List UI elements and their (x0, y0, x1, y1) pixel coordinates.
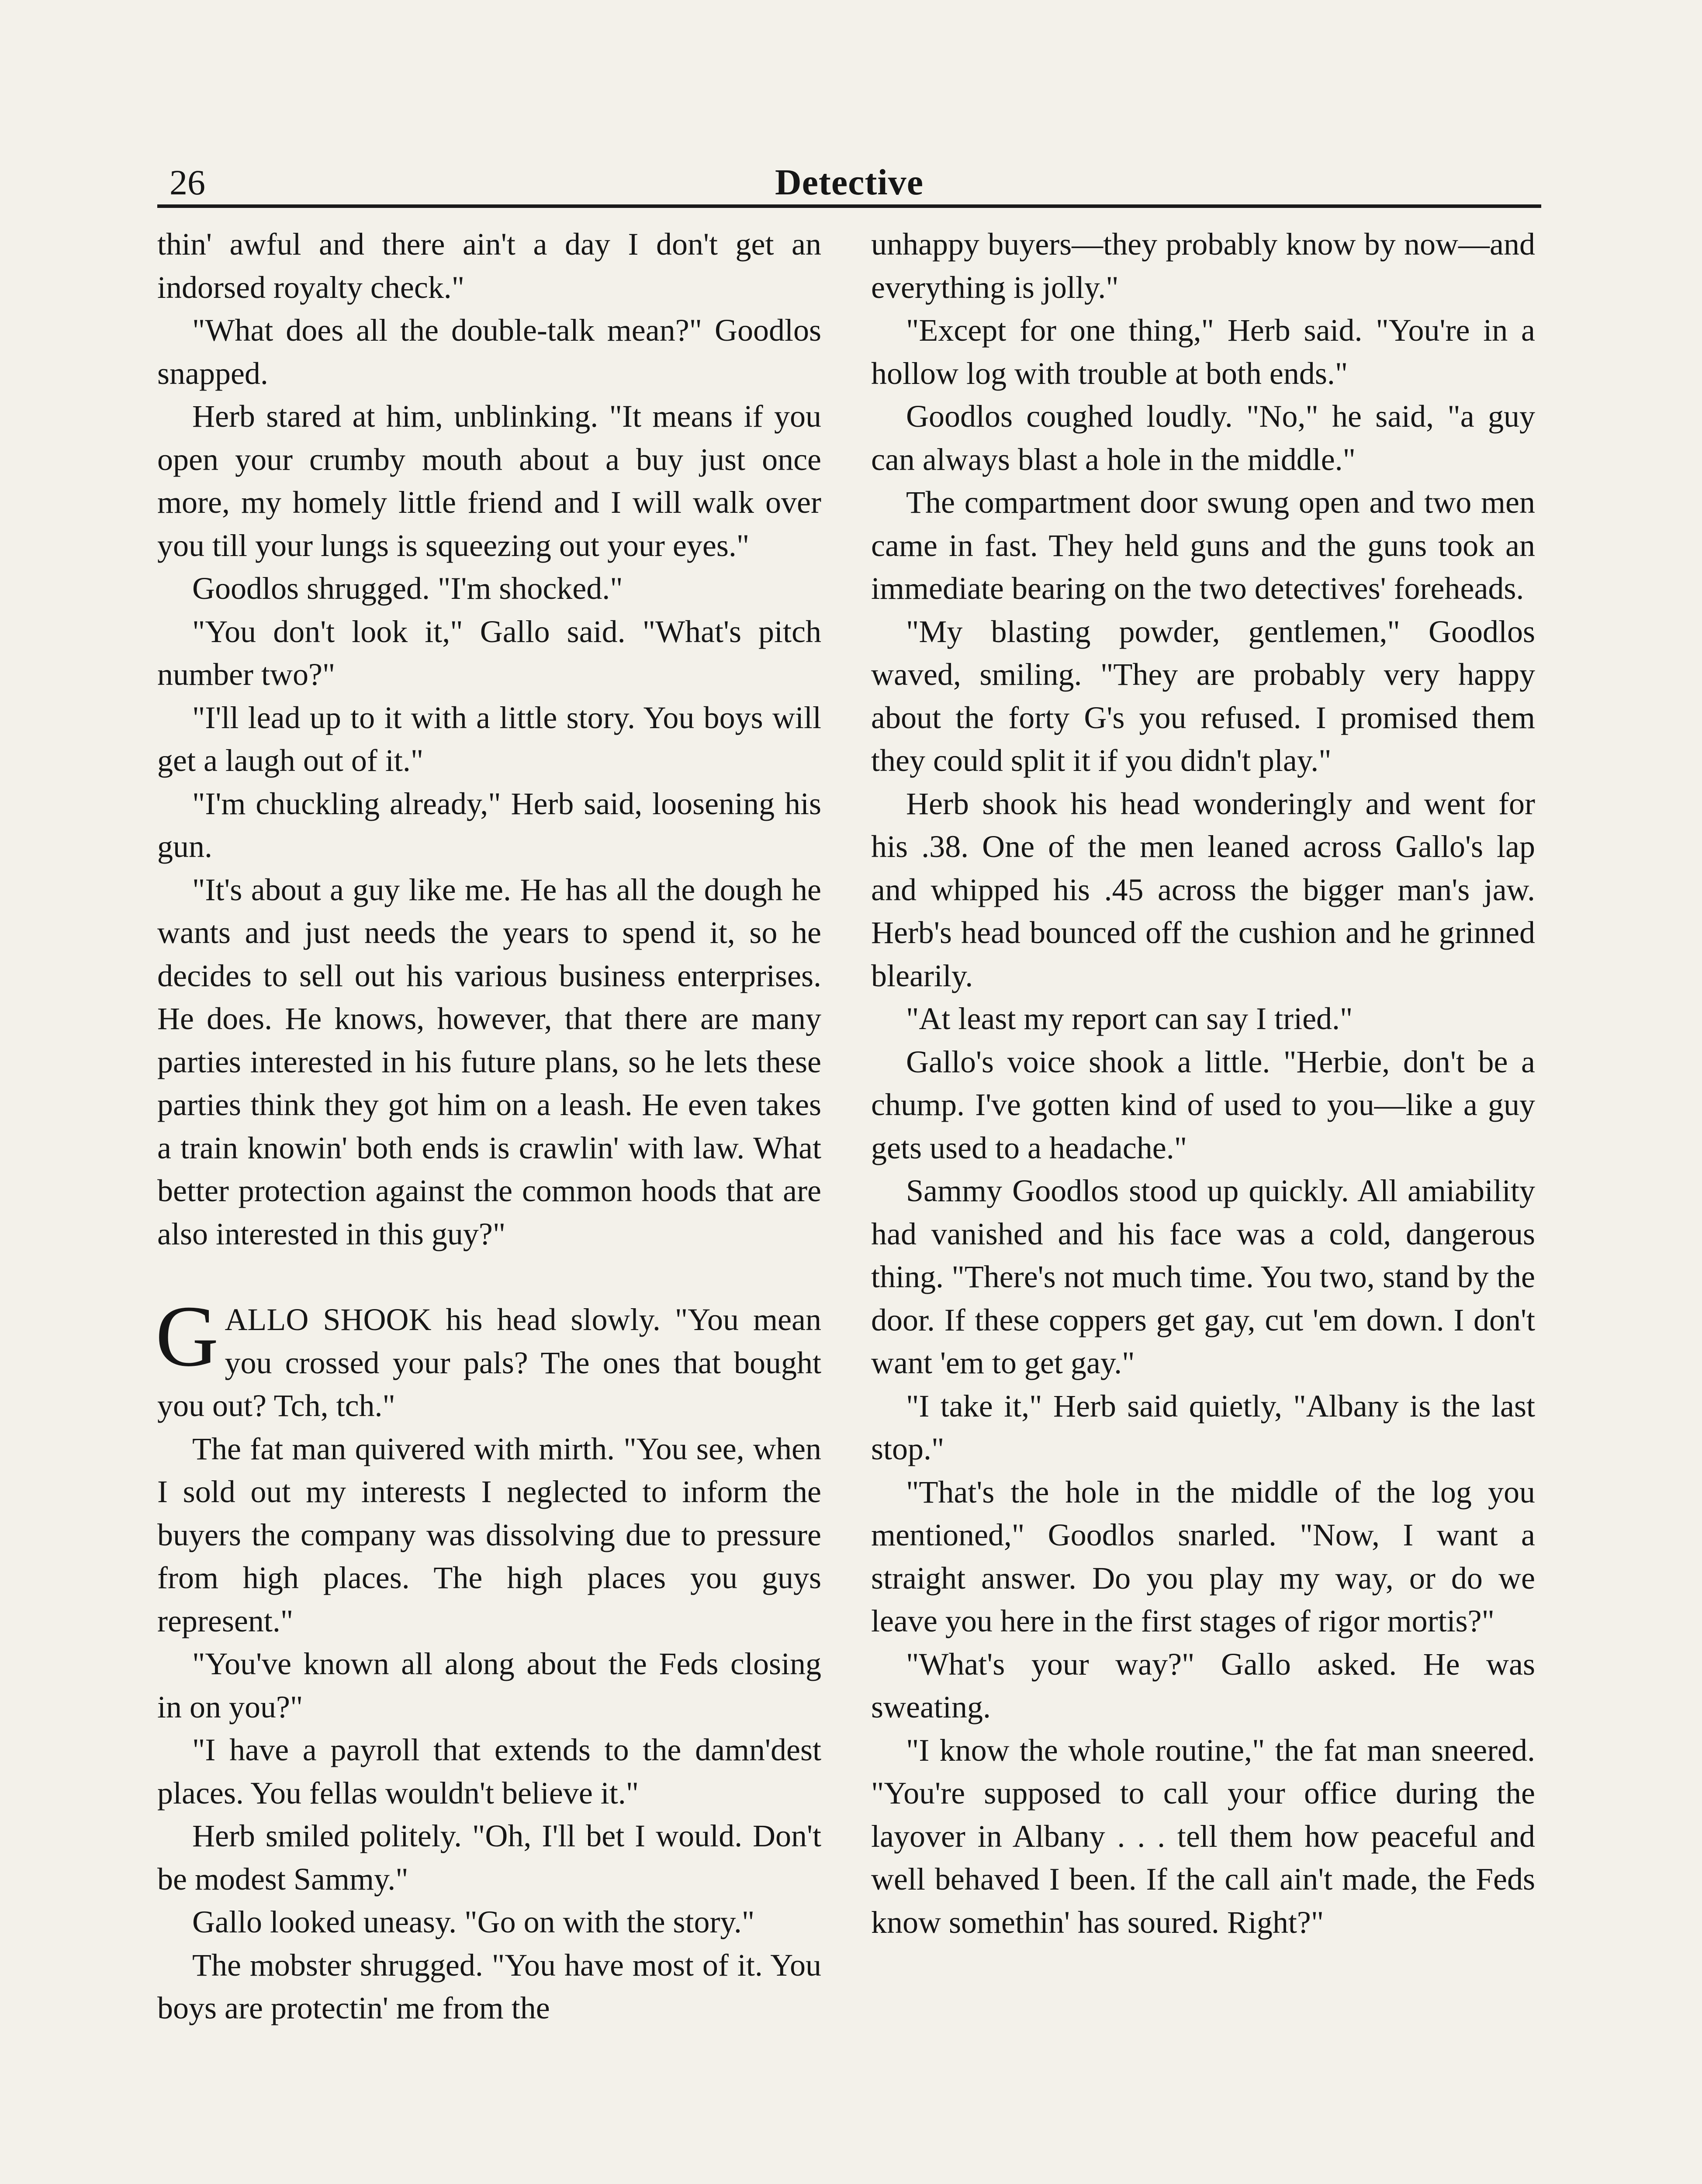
paragraph: "What does all the double-talk mean?" Goodlos snapped. (157, 313, 821, 391)
paragraph: "Except for one thing," Herb said. "You're in a hollow log with trouble at both ends." (871, 313, 1535, 391)
paragraph: "What's your way?" Gallo asked. He was sweating. (871, 1646, 1535, 1724)
paragraph: "I take it," Herb said quietly, "Albany is the last stop." (871, 1388, 1535, 1466)
running-title: Detective (775, 162, 924, 203)
paragraph: "That's the hole in the middle of the log you mentioned," Goodlos snarled. "Now, I want a straight answer. Do you play my way, or do we leave you here in the first stages of rigor mortis?" (871, 1474, 1535, 1638)
paragraph: unhappy buyers—they probably know by now—and everything is jolly." (871, 227, 1535, 305)
paragraph: The mobster shrugged. "You have most of it. You boys are protectin' me from the (157, 1947, 821, 2025)
section-first-text: ALLO SHOOK his head slowly. "You mean you crossed your pals? The ones that bought you out? Tch, tch." (157, 1302, 821, 1423)
paragraph: "I have a payroll that extends to the damn'dest places. You fellas wouldn't believe it." (157, 1732, 821, 1811)
paragraph: "You've known all along about the Feds closing in on you?" (157, 1646, 821, 1724)
paragraph: The fat man quivered with mirth. "You see, when I sold out my interests I neglected to inform the buyers the company was dissolving due to pressure from high places. The high places you guys represent." (157, 1431, 821, 1638)
paragraph: "It's about a guy like me. He has all the dough he wants and just needs the years to spend it, so he decides to sell out his various business enterprises. He does. He knows, however, that there are many parties interested in his future plans, so he lets these parties think they got him on a leash. He even takes a train knowin' both ends is crawlin' with law. What better protection against the common hoods that are also interested in this guy?" (157, 872, 821, 1251)
paragraph: "I'm chuckling already," Herb said, loosening his gun. (157, 786, 821, 864)
page-header (157, 161, 1541, 204)
left-column (157, 223, 821, 2184)
page-number: 26 (170, 162, 205, 202)
paragraph: Herb stared at him, unblinking. "It means if you open your crumby mouth about a buy just once more, my homely little friend and I will walk over you till your lungs is squeezing out your eyes." (157, 399, 821, 563)
paragraph: "You don't look it," Gallo said. "What's pitch number two?" (157, 614, 821, 692)
paragraph: "My blasting powder, gentlemen," Goodlos waved, smiling. "They are probably very happy about the forty G's you refused. I promised them they could split it if you didn't play." (871, 614, 1535, 778)
paragraph: Gallo looked uneasy. "Go on with the story." (192, 1904, 755, 1939)
paragraph: Goodlos shrugged. "I'm shocked." (192, 571, 623, 606)
paragraph: Gallo's voice shook a little. "Herbie, don't be a chump. I've gotten kind of used to you—like a guy gets used to a headache." (871, 1044, 1535, 1165)
right-column (871, 223, 1535, 2184)
section-opening-paragraph (156, 1288, 821, 1427)
paragraph: "At least my report can say I tried." (906, 1001, 1353, 1036)
header-rule (157, 204, 1541, 208)
paragraph: thin' awful and there ain't a day I don't get an indorsed royalty check." (157, 227, 821, 305)
paragraph: "I'll lead up to it with a little story. You boys will get a laugh out of it." (157, 700, 821, 778)
paragraph: Herb shook his head wonderingly and went for his .38. One of the men leaned across Gallo's lap and whipped his .45 across the bigger man's jaw. Herb's head bounced off the cushion and he grinned blearily. (871, 786, 1535, 993)
paragraph: The compartment door swung open and two men came in fast. They held guns and the guns took an immediate bearing on the two detectives' foreheads. (871, 485, 1535, 606)
drop-cap: G (156, 1288, 219, 1385)
paragraph: Sammy Goodlos stood up quickly. All amiability had vanished and his face was a cold, dangerous thing. "There's not much time. You two, stand by the door. If these coppers get gay, cut 'em down. I don't want 'em to get gay." (871, 1173, 1535, 1380)
paragraph: Goodlos coughed loudly. "No," he said, "a guy can always blast a hole in the middle." (871, 399, 1535, 477)
paragraph: "I know the whole routine," the fat man sneered. "You're supposed to call your office during the layover in Albany . . . tell them how peaceful and well behaved I been. If the call ain't made, the Feds know somethin' has soured. Right?" (871, 1732, 1535, 1940)
paragraph: Herb smiled politely. "Oh, I'll bet I would. Don't be modest Sammy." (157, 1818, 821, 1897)
